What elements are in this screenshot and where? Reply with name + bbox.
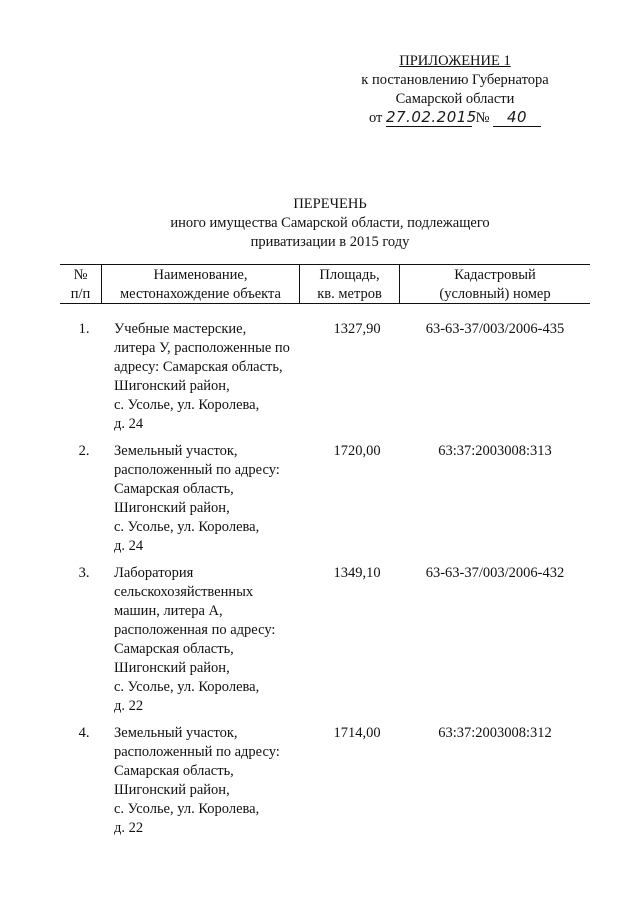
row-cadastral: 63:37:2003008:312 xyxy=(438,725,552,741)
row-name-line: Шигонский район, xyxy=(114,378,230,394)
row-name xyxy=(102,320,300,434)
row-name-line: расположенный по адресу: xyxy=(114,462,280,478)
row-name-line: литера У, расположенные по xyxy=(114,340,290,356)
row-number: 1. xyxy=(78,321,90,337)
row-name-line: Шигонский район, xyxy=(114,660,230,676)
property-table xyxy=(60,264,590,836)
row-cadastral: 63-63-37/003/2006-432 xyxy=(425,565,565,581)
row-name-line: машин, литера А, xyxy=(114,603,223,619)
annex-title: ПРИЛОЖЕНИЕ 1 xyxy=(399,53,511,69)
row-name-line: расположенный по адресу: xyxy=(114,744,280,760)
table-row xyxy=(60,724,590,838)
row-name-line: д. 24 xyxy=(114,538,144,554)
row-name-line: с. Усолье, ул. Королева, xyxy=(114,679,260,695)
row-number: 3. xyxy=(78,565,90,581)
header-cadastral xyxy=(400,265,590,303)
header-number-line-1: № xyxy=(73,267,88,283)
header-area-line-2: кв. метров xyxy=(317,286,382,302)
document-heading: ПЕРЕЧЕНЬ xyxy=(293,196,367,212)
row-name-line: с. Усолье, ул. Королева, xyxy=(114,801,260,817)
document-subtitle-line-1: иного имущества Самарской области, подлежащего xyxy=(170,215,490,231)
row-number: 2. xyxy=(78,443,90,459)
row-name xyxy=(102,442,300,556)
table-row xyxy=(60,564,590,716)
row-name-line: д. 24 xyxy=(114,416,144,432)
row-name xyxy=(102,564,300,716)
row-number: 4. xyxy=(78,725,90,741)
row-area: 1720,00 xyxy=(333,443,381,459)
row-name-line: Самарская область, xyxy=(114,641,234,657)
row-cadastral: 63-63-37/003/2006-435 xyxy=(425,321,565,337)
handwritten-date: 27.02.2015 xyxy=(385,108,477,126)
row-name-line: сельскохозяйственных xyxy=(114,584,254,600)
row-name-line: Земельный участок, xyxy=(114,725,238,741)
header-number-line-2: п/п xyxy=(70,286,91,302)
row-name-line: Шигонский район, xyxy=(114,782,230,798)
row-area: 1327,90 xyxy=(333,321,381,337)
row-area: 1349,10 xyxy=(333,565,381,581)
row-name-line: д. 22 xyxy=(114,698,144,714)
header-area-line-1: Площадь, xyxy=(319,267,380,283)
row-cadastral: 63:37:2003008:313 xyxy=(438,443,552,459)
header-name xyxy=(102,265,300,303)
row-name xyxy=(102,724,300,838)
number-sign: № xyxy=(475,110,490,126)
table-row xyxy=(60,442,590,556)
header-area xyxy=(300,265,400,303)
header-name-line-2: местонахождение объекта xyxy=(119,286,281,302)
row-name-line: Учебные мастерские, xyxy=(114,321,247,337)
annex-date-number-line xyxy=(330,109,580,128)
row-name-line: расположенная по адресу: xyxy=(114,622,276,638)
row-name-line: с. Усолье, ул. Королева, xyxy=(114,519,260,535)
row-name-line: адресу: Самарская область, xyxy=(114,359,283,375)
annex-region-line: Самарской области xyxy=(395,91,515,107)
row-name-line: Самарская область, xyxy=(114,481,234,497)
header-cadastral-line-2: (условный) номер xyxy=(439,286,551,302)
annex-decree-line: к постановлению Губернатора xyxy=(361,72,549,88)
row-name-line: д. 22 xyxy=(114,820,144,836)
handwritten-number: 40 xyxy=(493,109,541,127)
date-prefix: от xyxy=(368,110,383,126)
row-name-line: Лаборатория xyxy=(114,565,194,581)
header-cadastral-line-1: Кадастровый xyxy=(454,267,536,283)
annex-header xyxy=(330,52,580,128)
table-header xyxy=(60,264,590,304)
row-name-line: Земельный участок, xyxy=(114,443,238,459)
row-name-line: с. Усолье, ул. Королева, xyxy=(114,397,260,413)
document-title xyxy=(120,195,540,252)
header-name-line-1: Наименование, xyxy=(153,267,248,283)
header-number xyxy=(60,265,102,303)
row-name-line: Шигонский район, xyxy=(114,500,230,516)
document-subtitle-line-2: приватизации в 2015 году xyxy=(250,234,410,250)
table-row xyxy=(60,320,590,434)
row-name-line: Самарская область, xyxy=(114,763,234,779)
row-area: 1714,00 xyxy=(333,725,381,741)
